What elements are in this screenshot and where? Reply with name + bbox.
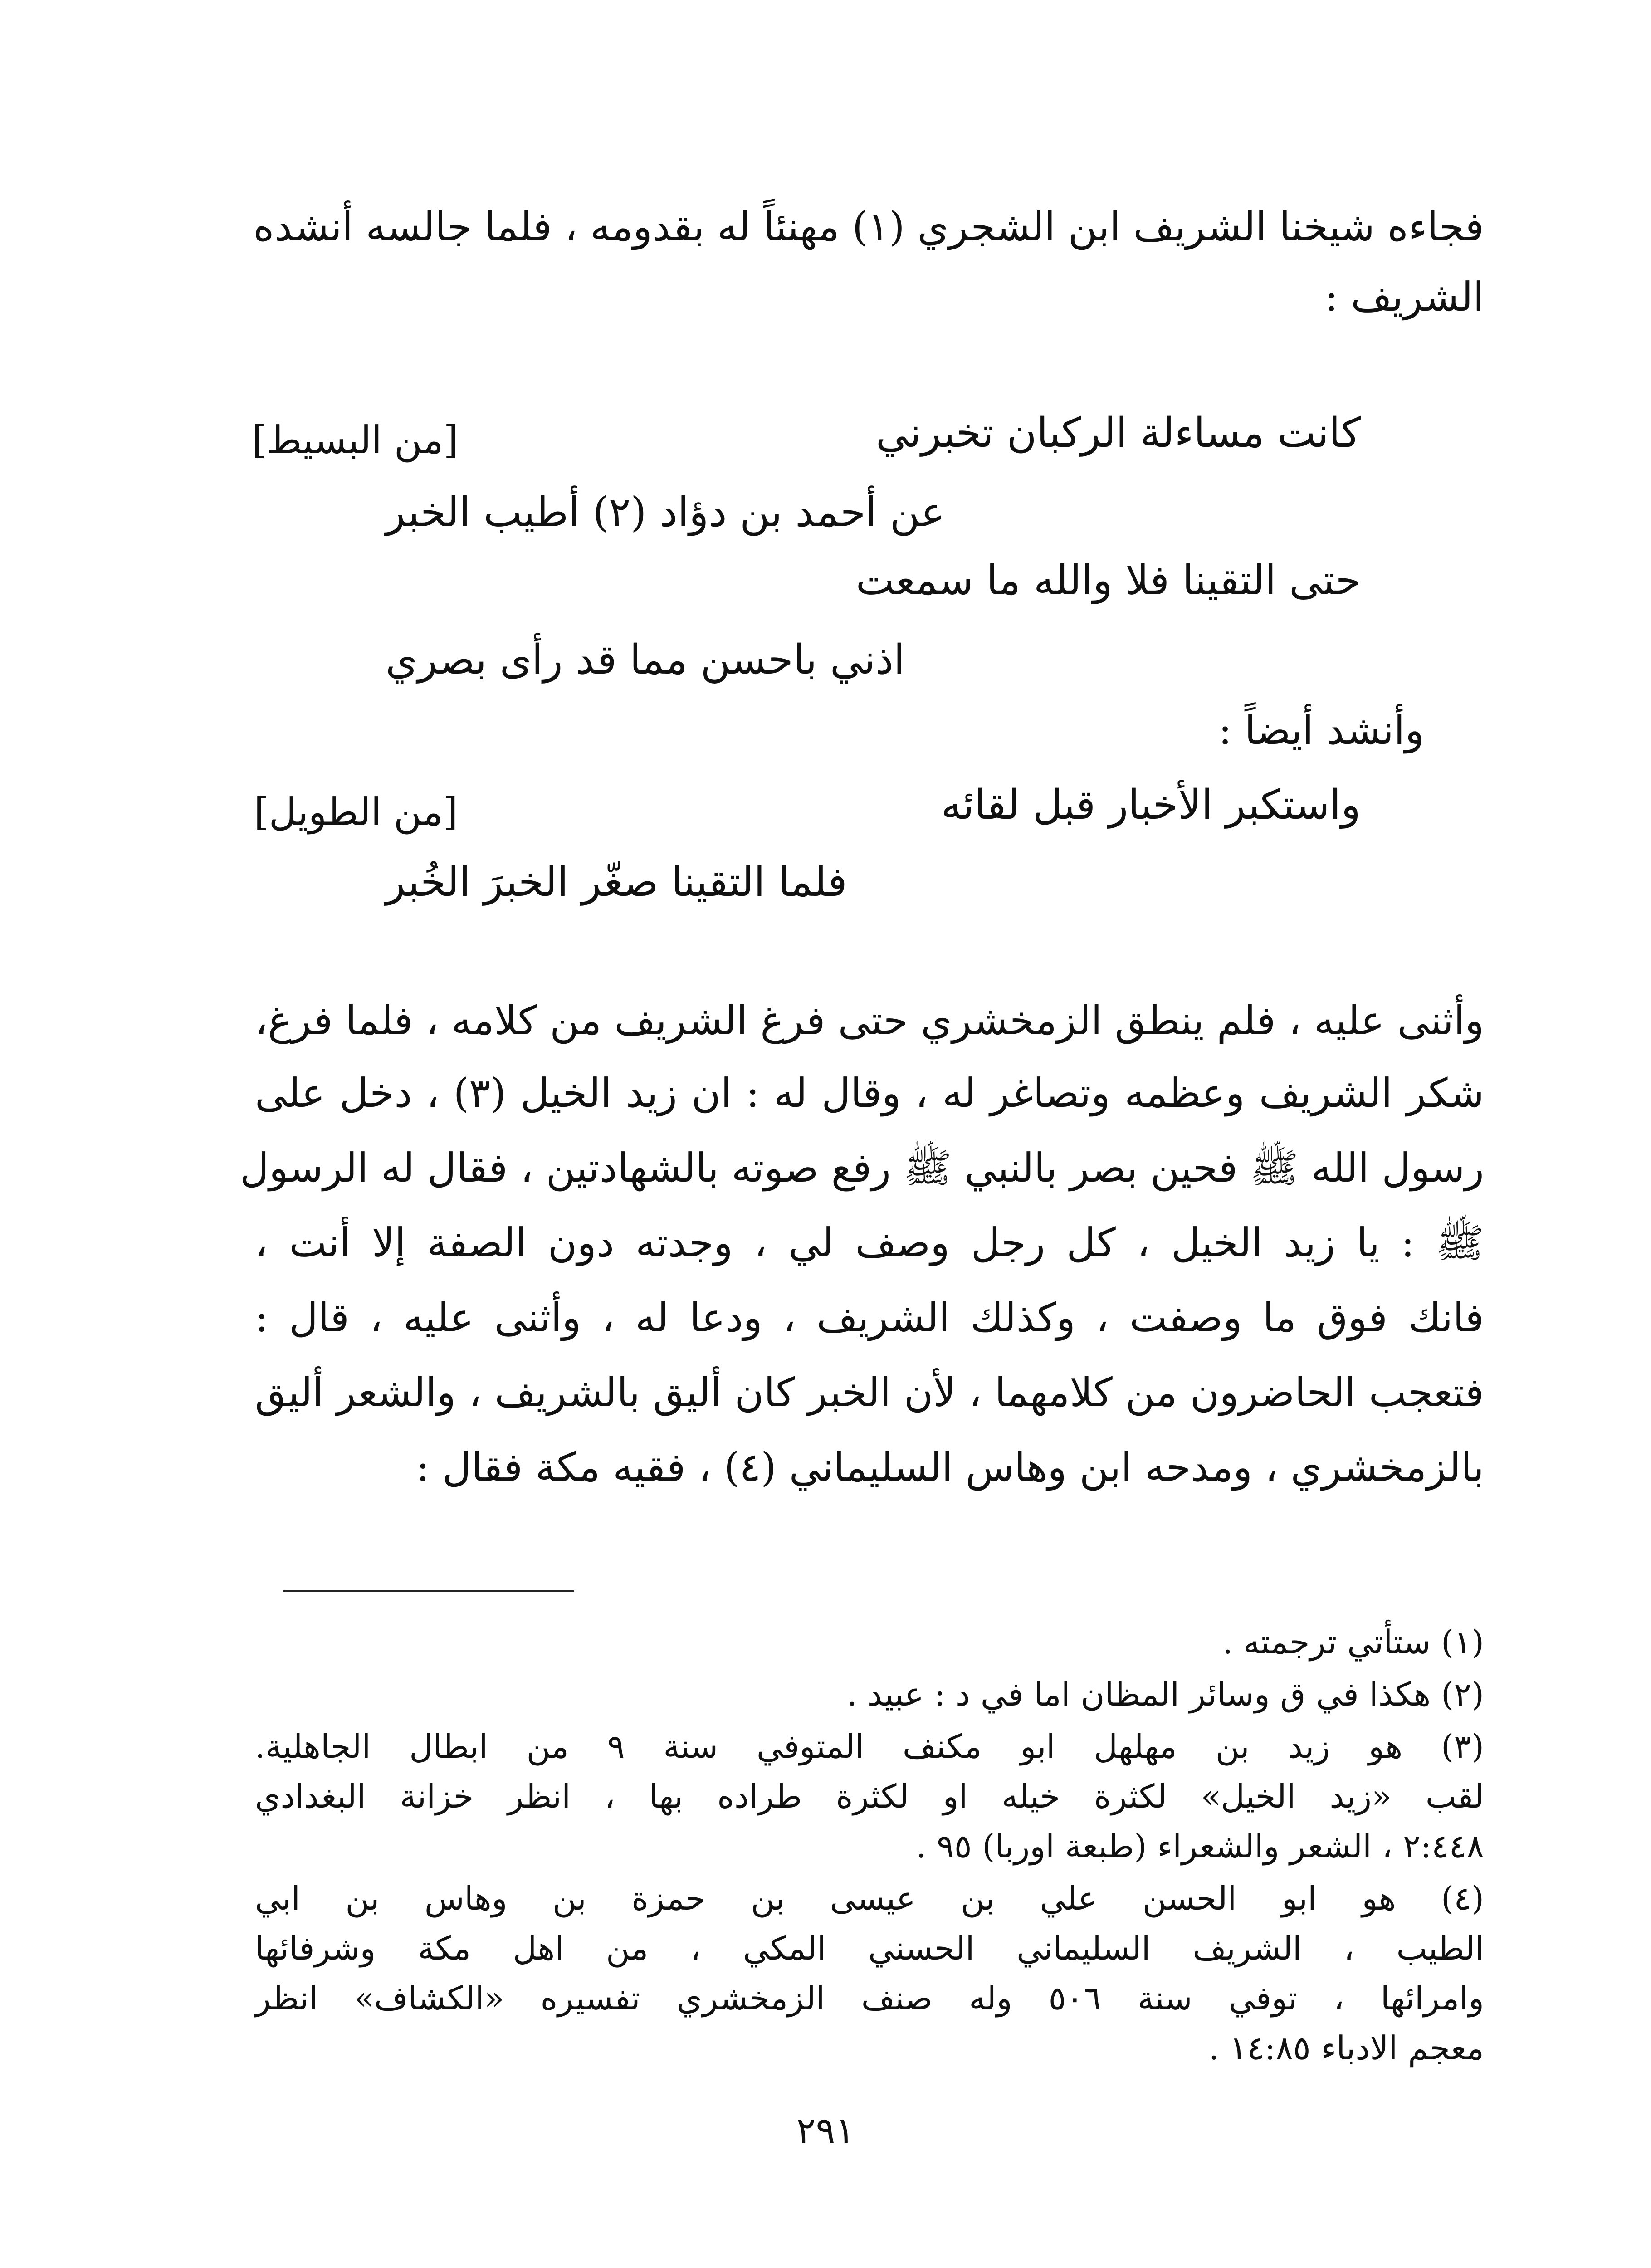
bridge-line: وأنشد أيضاً :	[1218, 707, 1424, 753]
page-number: ٢٩١	[796, 2109, 855, 2151]
poem2-meter-label: [من الطويل]	[254, 790, 458, 834]
paragraph-line-5: فانك فوق ما وصفت ، وكذلك الشريف ، ودعا له ، وأثنى عليه ، قال :	[255, 1294, 1484, 1341]
paragraph-line-3: رسول الله ﷺ فحين بصر بالنبي ﷺ رفع صوته بالشهادتين ، فقال له الرسول	[240, 1144, 1484, 1191]
poem1-verse-3: حتى التقينا فلا والله ما سمعت	[855, 557, 1361, 604]
footnote-4-line-2: الطيب ، الشريف السليماني الحسني المكي ، من اهل مكة وشرفائها	[255, 1929, 1484, 1967]
intro-line-1: فجاءه شيخنا الشريف ابن الشجري (١) مهنئاً له بقدومه ، فلما جالسه أنشده	[253, 203, 1484, 250]
footnote-1: (١) ستأتي ترجمته .	[1222, 1623, 1484, 1661]
footnote-3-line-2: لقب «زيد الخيل» لكثرة خيله او لكثرة طراده بها ، انظر خزانة البغدادي	[255, 1777, 1484, 1815]
footnote-4-line-4: معجم الادباء ١٤:٨٥ .	[1208, 2029, 1484, 2067]
intro-line-2: الشريف :	[1324, 274, 1484, 320]
poem1-verse-4: اذني باحسن مما قد رأى بصري	[386, 636, 905, 684]
paragraph-line-7: بالزمخشري ، ومدحه ابن وهاس السليماني (٤) ، فقيه مكة فقال :	[416, 1444, 1484, 1491]
poem2-verse-2: فلما التقينا صغّر الخبرَ الخُبر	[386, 858, 847, 906]
poem1-verse-2: عن أحمد بن دؤاد (٢) أطيب الخبر	[386, 489, 946, 536]
poem1-verse-1: كانت مساءلة الركبان تخبرني	[875, 409, 1361, 457]
poem1-meter-label: [من البسيط]	[252, 418, 459, 462]
paragraph-line-2: شكر الشريف وعظمه وتصاغر له ، وقال له : ان زيد الخيل (٣) ، دخل على	[255, 1070, 1484, 1116]
footnote-4-line-1: (٤) هو ابو الحسن علي بن عيسى بن حمزة بن وهاس بن ابي	[255, 1879, 1484, 1917]
footnote-4-line-3: وامرائها ، توفي سنة ٥٠٦ وله صنف الزمخشري تفسيره «الكشاف» انظر	[255, 1979, 1485, 2017]
footnote-3-line-3: ٢:٤٤٨ ، الشعر والشعراء (طبعة اوربا) ٩٥ .	[916, 1827, 1484, 1865]
paragraph-line-1: وأثنى عليه ، فلم ينطق الزمخشري حتى فرغ الشريف من كلامه ، فلما فرغ،	[255, 997, 1484, 1044]
poem2-verse-1: واستكبر الأخبار قبل لقائه	[941, 781, 1361, 829]
footnote-separator	[283, 1590, 574, 1592]
footnote-3-line-1: (٣) هو زيد بن مهلهل ابو مكنف المتوفي سنة ٩ من ابطال الجاهلية.	[255, 1727, 1485, 1765]
paragraph-line-4: ﷺ : يا زيد الخيل ، كل رجل وصف لي ، وجدته دون الصفة إلا أنت ،	[255, 1219, 1484, 1266]
footnote-2: (٢) هكذا في ق وسائر المظان اما في د : عبيد .	[846, 1675, 1484, 1713]
paragraph-line-6: فتعجب الحاضرون من كلامهما ، لأن الخبر كان أليق بالشريف ، والشعر أليق	[255, 1369, 1484, 1416]
